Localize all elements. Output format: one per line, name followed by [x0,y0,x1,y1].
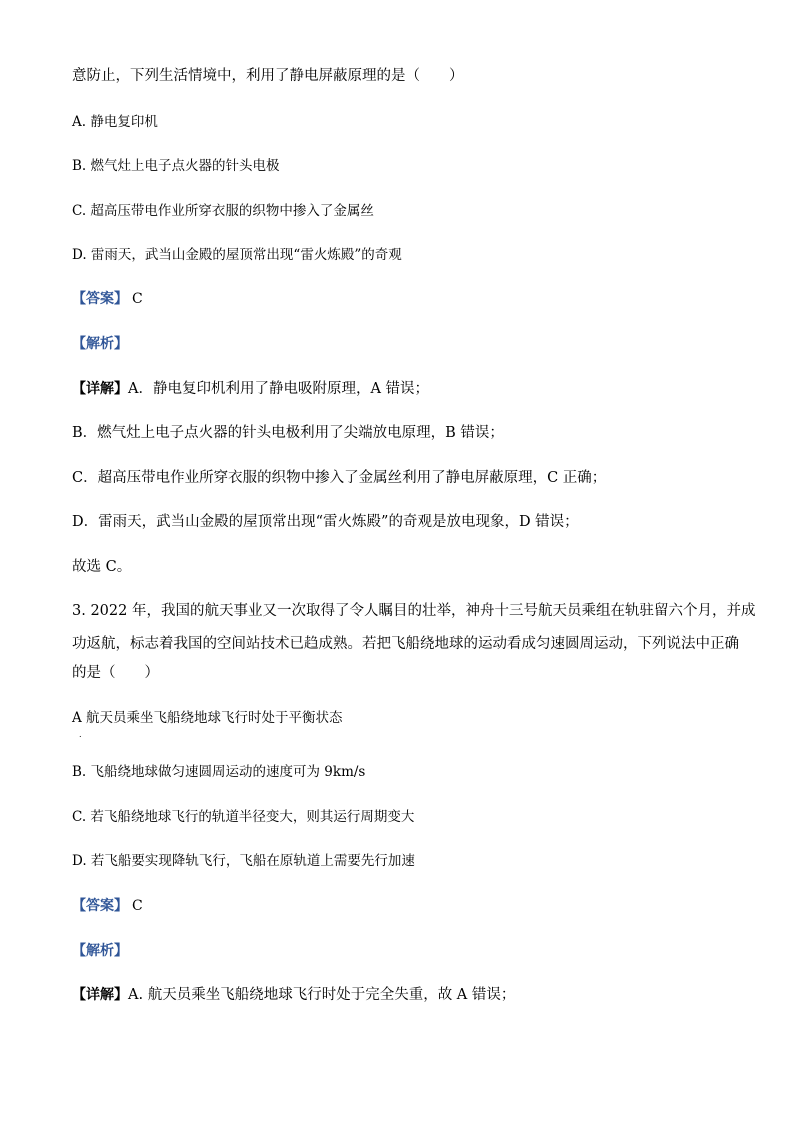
question-3-answer [72,896,143,916]
question-3-option-a: A 航天员乘坐飞船绕地球飞行时处于平衡状态 [72,710,343,726]
question-3-stem-line-2: 功返航，标志着我国的空间站技术已趋成熟。若把飞船绕地球的运动看成匀速圆周运动，下列说法中正确 [72,636,739,652]
detail-label: 【详解】 [72,987,128,1003]
question-2-option-d: D. 雷雨天，武当山金殿的屋顶常出现“雷火炼殿”的奇观 [72,247,402,263]
question-2-option-a: A. 静电复印机 [72,114,158,130]
detail-text: A．静电复印机利用了静电吸附原理，A 错误； [128,381,430,397]
answer-value: C [132,898,143,914]
stray-mark: . [79,730,82,739]
question-2-detail-first [72,379,429,399]
answer-label: 【答案】 [72,898,128,914]
detail-text: A. 航天员乘坐飞船绕地球飞行时处于完全失重，故 A 错误； [128,987,516,1003]
question-2-stem-tail: 意防止，下列生活情境中，利用了静电屏蔽原理的是（ ） [72,68,464,84]
question-2-detail-c: C．超高压带电作业所穿衣服的织物中掺入了金属丝利用了静电屏蔽原理，C 正确； [72,470,607,486]
analysis-label: 【解析】 [72,336,128,352]
question-2-option-b: B. 燃气灶上电子点火器的针头电极 [72,158,280,174]
question-3-detail-first [72,985,515,1005]
question-3-stem-line-1: 3. 2022 年，我国的航天事业又一次取得了令人瞩目的壮举，神舟十三号航天员乘组在轨驻留六个月，并成 [72,603,756,619]
answer-label: 【答案】 [72,291,128,307]
question-2-conclusion: 故选 C。 [72,559,132,575]
analysis-label: 【解析】 [72,943,128,959]
question-3-stem-line-3: 的是（ ） [72,665,159,681]
question-2-detail-b: B．燃气灶上电子点火器的针头电极利用了尖端放电原理，B 错误； [72,425,504,441]
question-2-analysis-heading [72,334,128,354]
detail-label: 【详解】 [72,381,128,397]
question-2-detail-d: D．雷雨天，武当山金殿的屋顶常出现“雷火炼殿”的奇观是放电现象，D 错误； [72,514,579,530]
question-3-analysis-heading [72,941,128,961]
question-2-answer [72,289,143,309]
question-3-option-c: C. 若飞船绕地球飞行的轨道半径变大，则其运行周期变大 [72,809,415,825]
question-3-option-d: D. 若飞船要实现降轨飞行，飞船在原轨道上需要先行加速 [72,853,415,869]
question-2-option-c: C. 超高压带电作业所穿衣服的织物中掺入了金属丝 [72,203,374,219]
question-3-option-b: B. 飞船绕地球做匀速圆周运动的速度可为 9km/s [72,764,366,780]
answer-value: C [132,291,143,307]
